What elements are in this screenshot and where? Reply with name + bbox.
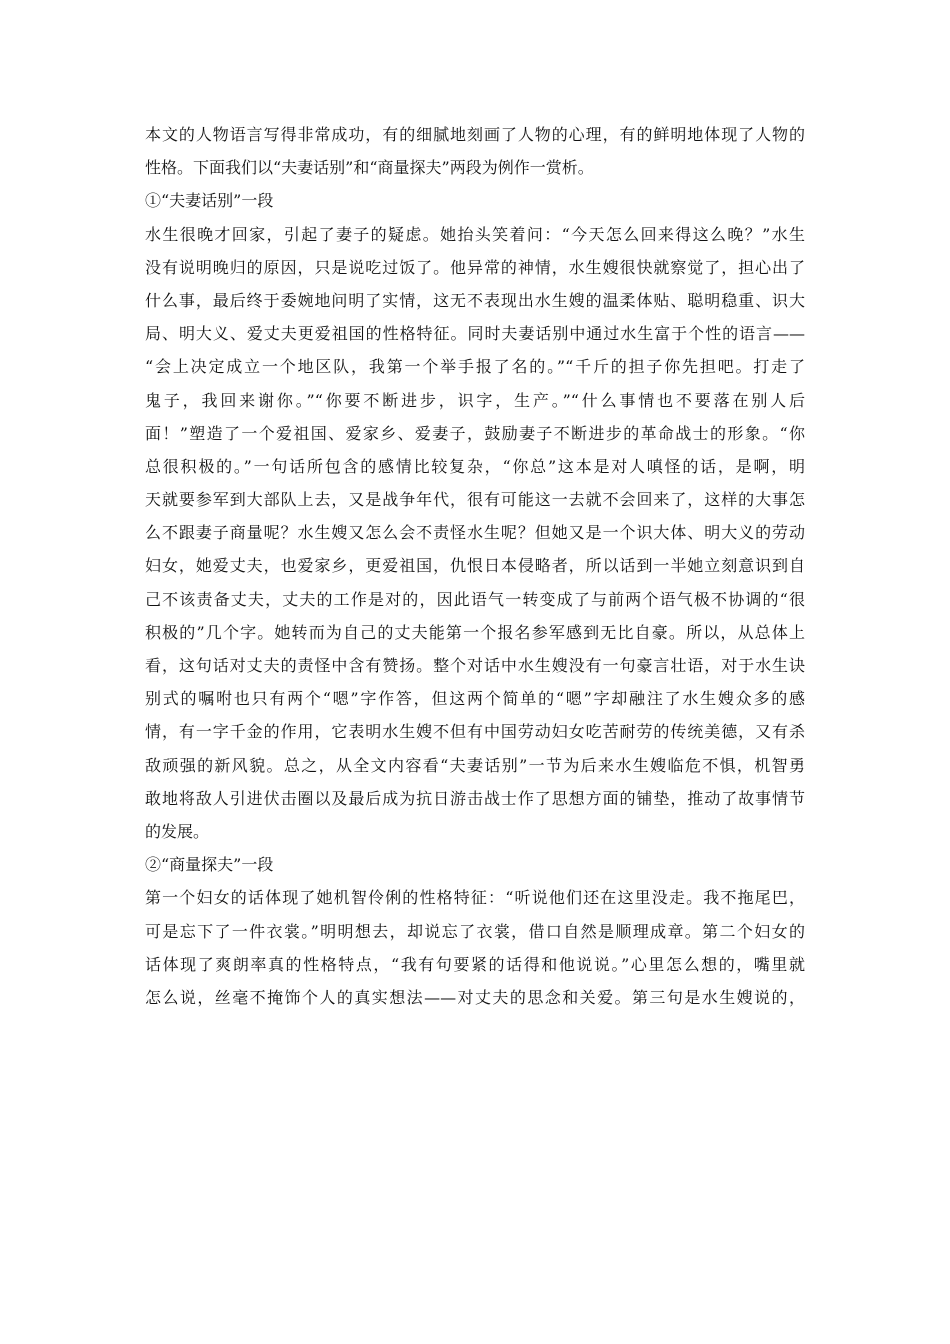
text-line-24: 第一个妇女的话体现了她机智伶俐的性格特征：“听说他们还在这里没走。我不拖尾巴， xyxy=(145,888,805,908)
text-line-10: 面！”塑造了一个爱祖国、爱家乡、爱妻子，鼓励妻子不断进步的革命战士的形象。“你 xyxy=(145,423,805,443)
text-line-2: 性格。下面我们以“夫妻话别”和“商量探夫”两段为例作一赏析。 xyxy=(145,158,594,178)
section-heading-2: ②“商量探夫”一段 xyxy=(145,855,274,875)
text-line-18: 别式的嘱咐也只有两个“嗯”字作答，但这两个简单的“嗯”字却融注了水生嫂众多的感 xyxy=(145,689,805,709)
text-line-12: 天就要参军到大部队上去，又是战争年代，很有可能这一去就不会回来了，这样的大事怎 xyxy=(145,490,805,510)
text-line-21: 敢地将敌人引进伏击圈以及最后成为抗日游击战士作了思想方面的铺垫，推动了故事情节 xyxy=(145,788,805,808)
text-line-7: 局、明大义、爱丈夫更爱祖国的性格特征。同时夫妻话别中通过水生富于个性的语言—— xyxy=(145,324,805,344)
text-line-9: 鬼子，我回来谢你。”“你要不断进步，识字，生产。”“什么事情也不要落在别人后 xyxy=(145,390,805,410)
text-line-8: “会上决定成立一个地区队，我第一个举手报了名的。”“千斤的担子你先担吧。打走了 xyxy=(145,357,805,377)
text-line-19: 情，有一字千金的作用，它表明水生嫂不但有中国劳动妇女吃苦耐劳的传统美德，又有杀 xyxy=(145,722,805,742)
text-line-11: 总很积极的。”一句话所包含的感情比较复杂，“你总”这本是对人嗔怪的话，是啊，明 xyxy=(145,456,805,476)
section-heading-1: ①“夫妻话别”一段 xyxy=(145,191,274,211)
text-line-26: 话体现了爽朗率真的性格特点，“我有句要紧的话得和他说说。”心里怎么想的，嘴里就 xyxy=(145,954,805,974)
text-line-14: 妇女，她爱丈夫，也爱家乡，更爱祖国，仇恨日本侵略者，所以话到一半她立刻意识到自 xyxy=(145,556,805,576)
text-line-5: 没有说明晚归的原因，只是说吃过饭了。他异常的神情，水生嫂很快就察觉了，担心出了 xyxy=(145,257,805,277)
text-line-22: 的发展。 xyxy=(145,821,210,841)
text-line-25: 可是忘下了一件衣裳。”明明想去，却说忘了衣裳，借口自然是顺理成章。第二个妇女的 xyxy=(145,921,805,941)
text-line-6: 什么事，最后终于委婉地问明了实情，这无不表现出水生嫂的温柔体贴、聪明稳重、识大 xyxy=(145,290,805,310)
text-line-27: 怎么说，丝毫不掩饰个人的真实想法——对丈夫的思念和关爱。第三句是水生嫂说的， xyxy=(145,987,805,1007)
text-line-20: 敌顽强的新风貌。总之，从全文内容看“夫妻话别”一节为后来水生嫂临危不惧，机智勇 xyxy=(145,755,805,775)
text-line-1: 本文的人物语言写得非常成功，有的细腻地刻画了人物的心理，有的鲜明地体现了人物的 xyxy=(145,125,805,144)
text-line-15: 己不该责备丈夫，丈夫的工作是对的，因此语气一转变成了与前两个语气极不协调的“很 xyxy=(145,589,805,609)
text-line-4: 水生很晚才回家，引起了妻子的疑虑。她抬头笑着问：“今天怎么回来得这么晚？”水生 xyxy=(145,224,805,244)
document-body xyxy=(145,118,805,1014)
text-line-17: 看，这句话对丈夫的责怪中含有赞扬。整个对话中水生嫂没有一句豪言壮语，对于水生诀 xyxy=(145,656,805,675)
text-line-13: 么不跟妻子商量呢？水生嫂又怎么会不责怪水生呢？但她又是一个识大体、明大义的劳动 xyxy=(145,523,805,543)
text-line-16: 积极的”几个字。她转而为自己的丈夫能第一个报名参军感到无比自豪。所以，从总体上 xyxy=(145,622,805,642)
